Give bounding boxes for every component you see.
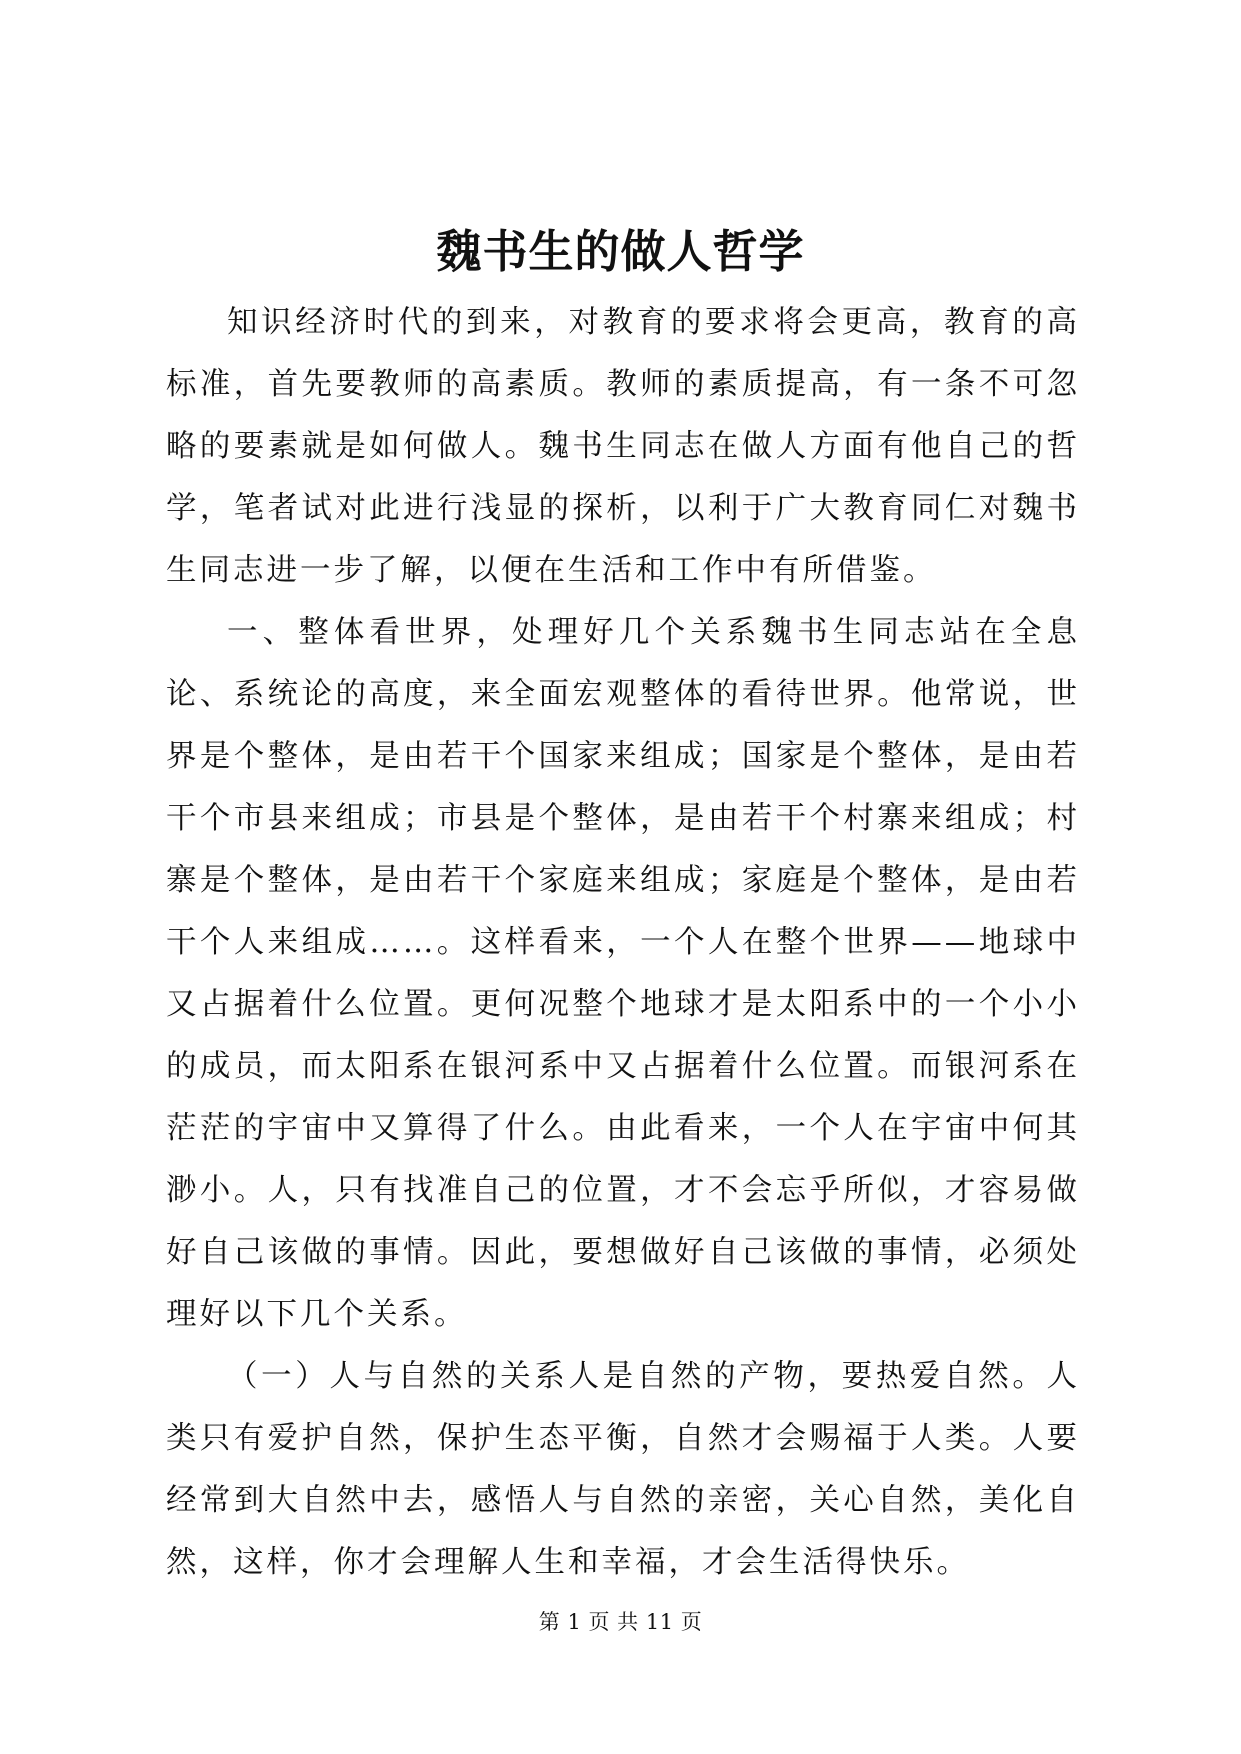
paragraph-section-one: 一、整体看世界，处理好几个关系魏书生同志站在全息论、系统论的高度，来全面宏观整体的看待世界。他常说，世界是个整体，是由若干个国家来组成；国家是个整体，是由若干个市县来组成；市县是个整体，是由若干个村寨来组成；村寨是个整体，是由若干个家庭来组成；家庭是个整体，是由若干个人来组成……。这样看来，一个人在整个世界——地球中又占据着什么位置。更何况整个地球才是太阳系中的一个小小的成员，而太阳系在银河系中又占据着什么位置。而银河系在茫茫的宇宙中又算得了什么。由此看来，一个人在宇宙中何其渺小。人，只有找准自己的位置，才不会忘乎所似，才容易做好自己该做的事情。因此，要想做好自己该做的事情，必须处理好以下几个关系。 xyxy=(166,615,1080,1332)
paragraph-subsection-nature: （一）人与自然的关系人是自然的产物，要热爱自然。人类只有爱护自然，保护生态平衡，自然才会赐福于人类。人要经常到大自然中去，感悟人与自然的亲密，关心自然，美化自然，这样，你才会理解人生和幸福，才会生活得快乐。 xyxy=(166,1359,1080,1580)
page-number-footer: 第 1 页 共 11 页 xyxy=(538,1610,703,1634)
paragraph-intro: 知识经济时代的到来，对教育的要求将会更高，教育的高标准，首先要教师的高素质。教师的素质提高，有一条不可忽略的要素就是如何做人。魏书生同志在做人方面有他自己的哲学，笔者试对此进行浅显的探析，以利于广大教育同仁对魏书生同志进一步了解，以便在生活和工作中有所借鉴。 xyxy=(166,305,1080,588)
document-body xyxy=(166,292,1080,1594)
document-title: 魏书生的做人哲学 xyxy=(436,225,805,278)
